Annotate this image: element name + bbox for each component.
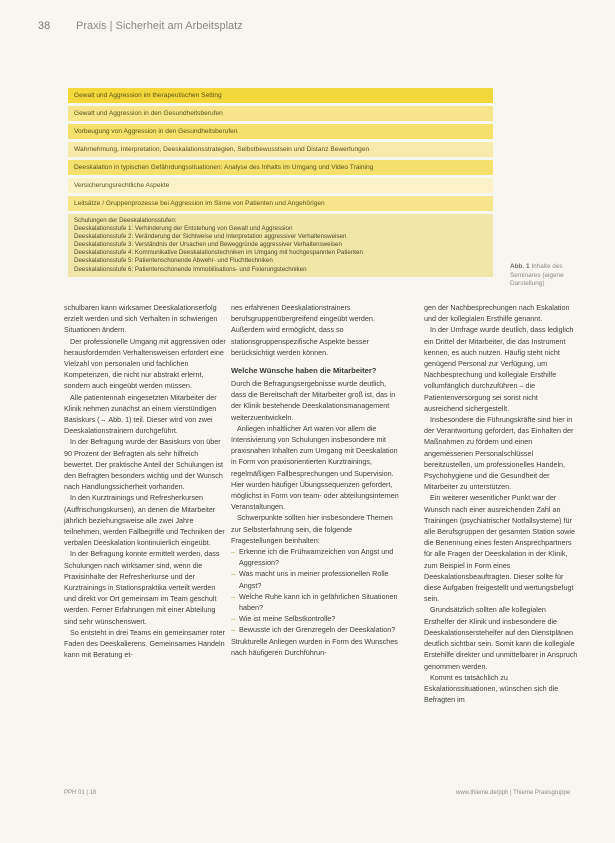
figure-caption: [510, 263, 580, 289]
paragraph: Alle patientennah eingesetzten Mitarbeiter der Klinik nehmen zunächst an einem vierstündigen Basiskurs (→ Abb. 1) teil. Dieser wird von zwei Deeskalationstrainern durchgeführt.: [64, 392, 217, 436]
figure-bar: Wahrnehmung, Interpretation, Deeskalationsstrategien, Selbstbewusstsein und Distanz Bewertungen: [68, 142, 493, 157]
deescalation-level: Deeskalationsstufe 4: Kommunikative Deeskalationstechniken im Umgang mit hochgespannten Patienten: [74, 249, 363, 257]
paragraph: In der Umfrage wurde deutlich, dass lediglich ein Drittel der Mitarbeiter, die das Instrument kennen, es auch nutzen. Häufig steht nicht genügend Personal zur Verfügung, um Nachbesprechung und kollegiale Ersthilfe vollumfänglich durchzuführen – die Patientenversorgung sei sonst nicht ausreichend sichergestellt.: [424, 325, 574, 413]
list-item: – Bewusste ich der Grenzregeln der Deeskalation?: [231, 624, 400, 635]
text-column-3: [424, 302, 578, 705]
deescalation-box-title: Schulungen der Deeskalationsstufen:: [74, 217, 177, 224]
figure-bar: Vorbeugung von Aggression in den Gesundheitsberufen: [68, 124, 493, 139]
figure-bar: Leitsätze / Gruppenprozesse bei Aggression im Sinne von Patienten und Angehörigen: [68, 196, 493, 211]
page-header: [0, 18, 615, 40]
deescalation-level: Deeskalationsstufe 1: Verhinderung der Entstehung von Gewalt und Aggression: [74, 225, 293, 233]
text-column-1: [64, 302, 226, 661]
figure-bar: Gewalt und Aggression im therapeutischen Setting: [68, 88, 493, 103]
question-list: [231, 546, 400, 636]
deescalation-level: Deeskalationsstufe 5: Patientenschonende Abwehr- und Fluchttechniken: [74, 257, 273, 265]
paragraph: Durch die Befragungsergebnisse wurde deutlich, dass die Bereitschaft der Mitarbeiter groß ist, das in der Klinik bestehende Deeskalationsmanagement weiterzuentwickeln.: [231, 379, 396, 422]
paragraph: Schwerpunkte sollten hier insbesondere Themen zur Selbsterfahrung sein, die folgende Fragestellungen beinhalten:: [231, 513, 393, 545]
seminar-figure: [68, 88, 493, 277]
deescalation-levels-box: [68, 214, 493, 277]
list-item: – Wie ist meine Selbstkontrolle?: [231, 613, 400, 624]
text-column-2: [231, 302, 400, 658]
section-heading: Welche Wünsche haben die Mitarbeiter?: [231, 366, 377, 376]
paragraph: So entsteht in drei Teams ein gemeinsamer roter Faden des Deeskalierens. Gemeinsames Handeln kann mit Beratung et-: [64, 627, 225, 660]
list-item: – Was macht uns in meiner professionellen Rolle Angst?: [231, 568, 400, 590]
figure-bar: Deeskalation in typischen Gefährdungssituationen: Analyse des Inhalts im Umgang und Video Training: [68, 160, 493, 175]
figure-bar: Versicherungsrechtliche Aspekte: [68, 178, 493, 193]
paragraph: Grundsätzlich sollten alle kollegialen Ersthelfer der Klinik und insbesondere die Deeskalationserstehelfer auf den Dienstplänen deutlich sichtbar sein. Somit kann die kollegiale Erstehilfe direkter und unmittelbarer in Anspruch genommen werden.: [424, 605, 578, 671]
paragraph: Der professionelle Umgang mit aggressiven oder herausfordernden Verhaltensweisen erfordert eine Vielzahl von personalen und fachlichen Kompetenzen, die nicht nur abstrakt erlernt, sondern auch eingeübt werden müssen.: [64, 336, 226, 391]
footer-left: PPH 01 | 18: [64, 790, 97, 796]
paragraph: In der Befragung wurde der Basiskurs von über 90 Prozent der Befragten als sehr hilfreich bewertet. Der praktische Anteil der Schulungen ist den Befragten besonders wichtig und der Wunsch nach Handlungssicherheit vorhanden.: [64, 437, 224, 492]
footer-right: www.thieme.de/pph | Thieme Praxisgruppe: [456, 790, 571, 796]
paragraph: Anliegen inhaltlicher Art waren vor allem die Intensivierung von Schulungen insbesondere mit praxisnahen Inhalten zum Umgang mit Deeskalation in Form von praxisorientierten Kurztrainings, regelmäßigen Fallbesprechungen und Supervision. Hier wurden häufiger Übungssequenzen gefordert, möglichst in Form von team- oder abteilungsinternen Veranstaltungen.: [231, 423, 399, 512]
deescalation-level: Deeskalationsstufe 6: Patientenschonende Immobilisations- und Fixierungstechniken: [74, 265, 307, 273]
deescalation-level: Deeskalationsstufe 3: Verständnis der Ursachen und Beweggründe aggressiver Verhaltensweisen: [74, 241, 342, 249]
running-title: Praxis | Sicherheit am Arbeitsplatz: [76, 20, 243, 32]
paragraph: In den Kurztrainings und Refresherkursen (Auffrischungskursen), an denen die Mitarbeiter jährlich beziehungsweise alle zwei Jahre teilnehmen, werden Fallbegriffe und Techniken der verbalen Deeskalation kontinuierlich eingeübt.: [64, 493, 225, 548]
paragraph: Kommt es tatsächlich zu Eskalationssituationen, wünschen sich die Befragten im: [424, 672, 559, 705]
paragraph: schulbaren kann wirksamer Deeskalationserfolg erzielt werden und sich Verhalten in schwierigen Situationen ändern.: [64, 303, 218, 335]
page-number: 38: [38, 20, 51, 32]
paragraph: Ein weiterer wesentlicher Punkt war der Wunsch nach einer ausreichenden Zahl an Trainingen (psychiatrischer Notfallsysteme) für alle Berufsgruppen der gesamten Station sowie die Benennung eines festen Ansprechpartners für alle Fragen der Deeskalation in der Klinik, zum Beispiel in Form eines Deeskalationsbeauftragten. Dieser sollte für diese Aufgaben freigestellt und wertungsbefugt sein.: [424, 493, 576, 604]
paragraph: Strukturelle Anliegen wurden in Form des Wunsches nach häufigeren Durchführun-: [231, 636, 398, 657]
deescalation-level: Deeskalationsstufe 2: Veränderung der Sichtweise und Interpretation aggressiver Verhaltensweisen: [74, 233, 347, 241]
list-item: – Erkenne ich die Frühwarnzeichen von Angst und Aggression?: [231, 546, 400, 568]
caption-text: Inhalte des Seminares (eigene Darstellung): [510, 263, 564, 287]
paragraph: nes erfahrenen Deeskalationstrainers berufsgruppenübergreifend eingeübt werden. Außerdem wird ermöglicht, dass so stationsgruppenspezifische Aspekte besser berücksichtigt werden können.: [231, 303, 375, 357]
paragraph: gen der Nachbesprechungen nach Eskalation und der kollegialen Ersthilfe genannt.: [424, 303, 570, 324]
figure-bar: Gewalt und Aggression in den Gesundheitsberufen: [68, 106, 493, 121]
paragraph: In der Befragung konnte ermittelt werden, dass Schulungen nach wirksamer sind, wenn die Praxisinhalte der Refresherkurse und der Kurztrainings in Stationspraktika verteilt werden und direkt vor Ort gemeinsam im Team geschult werden. Ferner Erfahrungen mit einer Abteilung sind sehr wünschenswert.: [64, 549, 220, 626]
paragraph: Insbesondere die Führungskräfte sind hier in der Verantwortung gefordert, das Einhalten der Maßnahmen zu fördern und einen angemessenen Personalschlüssel bereitzustellen, um professionelles Handeln, Psychohygiene und die Gesundheit der Mitarbeiter zu unterstützen.: [424, 415, 574, 492]
list-item: – Welche Ruhe kann ich in gefährlichen Situationen haben?: [231, 591, 400, 613]
caption-label: Abb. 1: [510, 263, 530, 270]
